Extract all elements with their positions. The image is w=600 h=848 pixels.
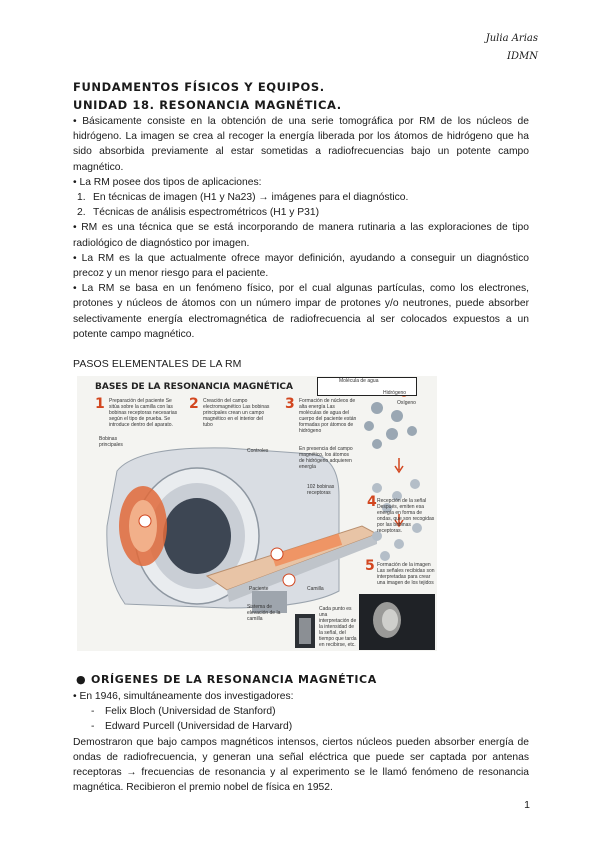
page-number: 1 — [524, 799, 530, 811]
step-4-text: Recepción de la señal Después, emiten esa energía en forma de ondas, que son recogidas por las bobinas receptoras. — [377, 498, 435, 535]
step-1-text: Preparación del paciente Se sitúa sobre la camilla con las bobinas receptoras necesarias según el tipo de prueba. Se introduce dentro del aparato. — [109, 398, 178, 429]
author-header — [486, 30, 538, 66]
intro-paragraph-4: • La RM es la que actualmente ofrece mayor definición, ayudando a conseguir un diagnóstico precoz y un menor riesgo para el paciente. — [73, 252, 529, 280]
origenes-intro: • En 1946, simultáneamente dos investigadores: — [73, 691, 294, 703]
intro-paragraph-3: • RM es una técnica que se está incorporando de manera rutinaria a las exploraciones de tipo radiológico de diagnóstico por imagen. — [73, 222, 529, 249]
label-sistema: Sistema de elevación de la camilla — [247, 604, 281, 623]
step-3-number: 3 — [285, 396, 295, 413]
list-text: En técnicas de imagen (H1 y Na23) → imágenes para el diagnóstico. — [93, 192, 409, 204]
list-item — [73, 719, 529, 734]
unit-title: UNIDAD 18. RESONANCIA MAGNÉTICA. — [73, 98, 342, 112]
step-2-text: Creación del campo electromagnético Las bobinas principales crean un campo magnético en el interior del tubo — [203, 398, 270, 429]
list-item — [73, 190, 529, 205]
intro-paragraph-1: • Básicamente consiste en la obtención de una serie tomográfica por RM de los núcleos de hidrógeno. La imagen se crea al recoger la energía liberada por los átomos de hidrógeno que ha sido absorbida previamente al estar sometidas a radiofrecuencias bajo un potente campo magnético. — [73, 116, 529, 173]
step-5-number: 5 — [365, 558, 375, 575]
intro-paragraph-5: • La RM se basa en un fenómeno físico, por el cual algunas partículas, como los electrones, protones y núcleos de átomos con un número impar de protones y/o neutrones, puede absorber selectivamente energía electromagnética de radiofrecuencia al ser colocados expuestos a un potente campo magnético. — [73, 283, 529, 340]
step-1-number: 1 — [95, 396, 105, 413]
label-oxigeno: Oxígeno — [397, 400, 416, 407]
course-name: IDMN — [507, 51, 538, 62]
step-5-text: Formación de la imagen Las señales recibidas son interpretadas para crear una imagen de los tejidos — [377, 562, 435, 587]
label-receptoras: 102 bobinas receptoras — [307, 484, 335, 497]
author-name: Julia Arias — [485, 33, 538, 44]
dash-marker: - — [91, 721, 95, 733]
step-3-text: Formación de núcleos de alta energía Las moléculas de agua del cuerpo del paciente están formadas por átomos de hidrógeno — [299, 398, 357, 435]
dash-marker: - — [91, 706, 95, 718]
list-number: 2. — [77, 207, 86, 219]
applications-list — [73, 190, 529, 220]
mri-diagram — [77, 376, 437, 651]
list-number: 1. — [77, 192, 86, 204]
researchers-list — [73, 704, 529, 734]
label-cada-punto: Cada punto es una interpretación de la intensidad de la señal, del tiempo que tarda en recibirse, etc. — [319, 606, 357, 649]
list-item — [73, 205, 529, 220]
researcher-name: Edward Purcell (Universidad de Harvard) — [105, 721, 293, 733]
researcher-name: Felix Bloch (Universidad de Stanford) — [105, 706, 276, 718]
label-bobinas: Bobinas principales — [99, 436, 123, 449]
page-content — [73, 78, 529, 795]
intro-paragraph-2: • La RM posee dos tipos de aplicaciones: — [73, 176, 262, 188]
label-presencia: En presencia del campo magnético, los átomos de hidrógeno adquieren energía — [299, 446, 353, 471]
label-paciente: Paciente — [249, 586, 269, 593]
label-hidrogeno: Hidrógeno — [383, 390, 407, 397]
bullet-icon: ● — [76, 673, 87, 687]
main-title: FUNDAMENTOS FÍSICOS Y EQUIPOS. — [73, 80, 325, 94]
list-text: Técnicas de análisis espectrométricos (H1 y P31) — [93, 207, 320, 219]
list-item — [73, 704, 529, 719]
label-controles: Controles — [247, 448, 269, 455]
step-2-number: 2 — [189, 396, 199, 413]
pasos-heading: PASOS ELEMENTALES DE LA RM — [73, 358, 242, 371]
origenes-heading-text: ORÍGENES DE LA RESONANCIA MAGNÉTICA — [91, 673, 377, 687]
label-molecula: Molécula de agua — [339, 378, 379, 385]
figure-title: BASES DE LA RESONANCIA MAGNÉTICA — [95, 382, 293, 393]
label-camilla: Camilla — [307, 586, 324, 593]
origenes-heading — [73, 671, 529, 689]
origenes-body: Demostraron que bajo campos magnéticos intensos, ciertos núcleos pueden absorber energía de ondas de radiofrecuencia, y generan una señal eléctrica que puede ser captada por antenas receptoras → frecuencias de resonancia y al experimento se le llamó fenómeno de resonancia magnética. Recibieron el premio nobel de física en 1952. — [73, 736, 529, 794]
step-4-number: 4 — [367, 494, 377, 511]
